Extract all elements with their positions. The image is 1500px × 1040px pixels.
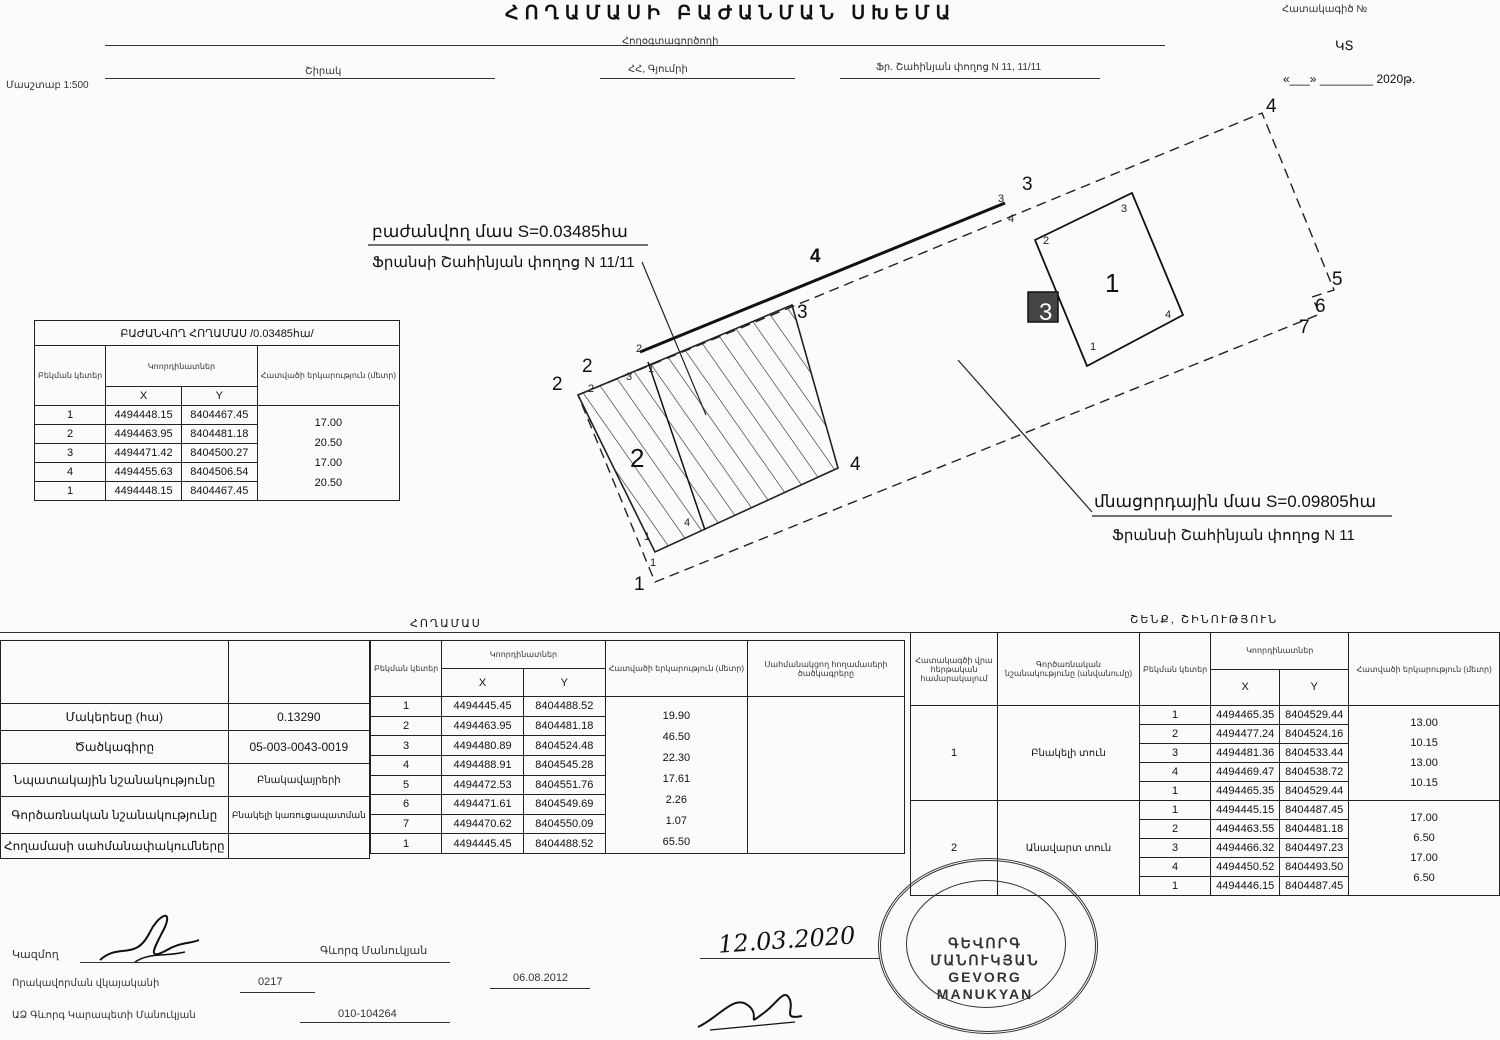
pt-label: 2	[582, 356, 593, 377]
table-cell: 4494445.15	[1211, 801, 1280, 820]
table-cell: 4	[1140, 763, 1211, 782]
length-value: 17.00	[1410, 852, 1438, 864]
table-cell: 4494471.61	[442, 795, 524, 815]
col-x: X	[106, 387, 182, 406]
info-label: Մակերեսը (հա)	[1, 704, 229, 731]
table-cell: 8404467.45	[181, 406, 257, 425]
remaining-address-label: Ֆրանսի Շահինյան փողոց N 11	[1112, 527, 1355, 544]
building-purpose: Բնակելի տուն	[998, 706, 1140, 801]
pt-small: 1	[1090, 341, 1097, 353]
table-cell: 4	[1140, 858, 1211, 877]
col-x: X	[1211, 669, 1280, 706]
license-label: Որակավորման վկայականի	[12, 978, 160, 989]
neighbors-cell	[748, 697, 905, 854]
table-cell: 1	[1140, 706, 1211, 725]
table-cell: 4494448.15	[106, 406, 182, 425]
length-value: 13.00	[1410, 757, 1438, 769]
handwritten-date-line	[700, 958, 880, 959]
table-cell: 4494463.95	[106, 425, 182, 444]
length-value: 20.50	[314, 437, 343, 449]
land-user-label: Հողօգտագործողի	[622, 36, 719, 47]
building-purpose: Անավարտ տուն	[998, 801, 1140, 896]
table-cell: 3	[1140, 744, 1211, 763]
table-cell: 4494471.42	[106, 444, 182, 463]
table-cell: 8404549.69	[523, 795, 605, 815]
community-name: ՀՀ, Գյումրի	[628, 64, 688, 75]
remaining-area-label: մնացորդային մաս S=0.09805հա	[1094, 492, 1377, 511]
length-value: 17.00	[314, 417, 343, 429]
pt-small: 2	[636, 343, 643, 355]
col-point: Բեկման կետեր	[1140, 633, 1211, 706]
col-y: Y	[1280, 669, 1349, 706]
col-length: Հատվածի երկարություն (մետր)	[1349, 633, 1500, 706]
divided-address-label: Ֆրանսի Շահինյան փողոց N 11/11	[372, 254, 635, 271]
length-value: 46.50	[662, 731, 691, 743]
table-cell: 8404500.27	[181, 444, 257, 463]
table-cell: 8404493.50	[1280, 858, 1349, 877]
table-cell: 4494470.62	[442, 814, 524, 834]
col-coords: Կոորդինատներ	[1211, 633, 1349, 670]
table-cell: 8404529.44	[1280, 706, 1349, 725]
length-cell	[257, 406, 399, 501]
table-cell: 4	[371, 755, 442, 775]
length-cell	[1349, 801, 1500, 896]
length-value: 17.00	[314, 457, 343, 469]
pt-label: 3	[1022, 174, 1033, 195]
boundary-line-4	[640, 203, 1005, 352]
info-blank	[228, 641, 369, 704]
pt-label: 1	[1105, 268, 1120, 298]
col-building-num: Հատակագծի վրա հերթական համարակալում	[911, 633, 998, 706]
table-cell: 7	[371, 814, 442, 834]
table-cell: 2	[1140, 820, 1211, 839]
table-cell: 4494463.55	[1211, 820, 1280, 839]
building-table	[910, 632, 1500, 896]
phone-line	[300, 1022, 450, 1023]
length-cell	[605, 697, 747, 854]
divided-part	[578, 305, 838, 552]
table-cell: 8404538.72	[1280, 763, 1349, 782]
pt-small: 4	[1165, 309, 1172, 321]
signature-2	[690, 972, 810, 1036]
table-cell: 6	[371, 795, 442, 815]
pt-label: 4	[810, 246, 821, 267]
pt-small: 1	[648, 363, 655, 375]
table-cell: 4494466.32	[1211, 839, 1280, 858]
table-cell: 1	[371, 697, 442, 717]
pt-small: 1	[650, 557, 657, 569]
table-cell: 4494472.53	[442, 775, 524, 795]
table-cell: 8404550.09	[523, 814, 605, 834]
region-name: Շիրակ	[305, 66, 342, 77]
pt-small: 3	[1121, 203, 1128, 215]
info-value	[228, 834, 369, 859]
table-cell: 1	[1140, 801, 1211, 820]
length-value: 22.30	[662, 752, 691, 764]
table-cell: 8404467.45	[181, 482, 257, 501]
table-cell: 8404487.45	[1280, 801, 1349, 820]
table-cell: 8404533.44	[1280, 744, 1349, 763]
table-cell: 4494445.45	[442, 834, 524, 854]
length-value: 6.50	[1413, 832, 1435, 844]
company-name: ԱՁ Գևորգ Կարապետի Մանուկյան	[12, 1010, 196, 1021]
length-value: 10.15	[1410, 777, 1438, 789]
table-cell: 8404481.18	[181, 425, 257, 444]
table-cell: 4494477.24	[1211, 725, 1280, 744]
table-cell: 1	[35, 406, 106, 425]
pt-label: 5	[1332, 269, 1343, 290]
date-line	[490, 988, 590, 989]
signature-1	[95, 902, 205, 970]
table-cell: 4494488.91	[442, 755, 524, 775]
table-cell: 8404529.44	[1280, 782, 1349, 801]
license-number: 0217	[258, 976, 283, 988]
pt-small: 2	[588, 383, 595, 395]
table-cell: 2	[35, 425, 106, 444]
col-length: Հատվածի երկարություն (մետր)	[605, 641, 747, 697]
pt-small: 4	[684, 517, 691, 529]
col-coords: Կոորդինատներ	[106, 346, 257, 387]
table-cell: 4494480.89	[442, 736, 524, 756]
length-value: 65.50	[662, 836, 691, 848]
table-cell: 4494465.35	[1211, 782, 1280, 801]
pt-small: 1	[644, 531, 651, 543]
building-section-title: ՇԵՆՔ, ՇԻՆՈՒԹՅՈՒՆ	[1130, 614, 1279, 626]
info-value: Բնակելի կառուցապատման	[228, 797, 369, 834]
table-cell: 8404481.18	[523, 716, 605, 736]
pt-label: 1	[634, 574, 645, 595]
table-cell: 4	[35, 463, 106, 482]
handwritten-date: 12.03.2020	[717, 921, 857, 959]
info-value: 05-003-0043-0019	[228, 731, 369, 764]
pt-small: 3	[998, 193, 1005, 205]
land-coords-table	[370, 640, 905, 854]
table-cell: 4494469.47	[1211, 763, 1280, 782]
stamp-text: ԳԵՎՈՐԳ ՄԱՆՈՒԿՅԱՆ GEVORG MANUKYAN	[930, 935, 1040, 1002]
table-cell: 1	[35, 482, 106, 501]
table-cell: 4494465.35	[1211, 706, 1280, 725]
table-cell: 8404481.18	[1280, 820, 1349, 839]
length-value: 6.50	[1413, 872, 1435, 884]
length-value: 13.00	[1410, 717, 1438, 729]
pt-label: 4	[850, 454, 861, 475]
length-value: 19.90	[662, 710, 691, 722]
length-cell	[1349, 706, 1500, 801]
info-label: Ծածկագիրը	[1, 731, 229, 764]
pt-label: 2	[552, 374, 563, 395]
col-neighbors: Սահմանակցող հողամասերի ծածկագրերը	[748, 641, 905, 697]
length-value: 17.00	[1410, 812, 1438, 824]
date-field: «___» ________ 2020թ.	[1283, 72, 1416, 86]
table-cell: 1	[371, 834, 442, 854]
table-cell: 4494445.45	[442, 697, 524, 717]
table-cell: 3	[371, 736, 442, 756]
info-label: Հողամասի սահմանափակումները	[1, 834, 229, 859]
length-value: 17.61	[662, 773, 691, 785]
table-cell: 4494463.95	[442, 716, 524, 736]
pt-small: 3	[626, 371, 633, 383]
col-y: Y	[523, 669, 605, 697]
prepared-by-name: Գևորգ Մանուկյան	[320, 945, 428, 957]
col-point: Բեկման կետեր	[371, 641, 442, 697]
pt-label: 6	[1315, 296, 1326, 317]
land-section-title: ՀՈՂԱՄԱՍ	[410, 618, 482, 630]
table-cell: 1	[1140, 877, 1211, 896]
table-cell: 1	[1140, 782, 1211, 801]
table-cell: 3	[1140, 839, 1211, 858]
divided-table-title: ԲԱԺԱՆՎՈՂ ՀՈՂԱՄԱՍ /0.03485հա/	[35, 321, 400, 346]
table-cell: 8404488.52	[523, 834, 605, 854]
table-cell: 8404551.76	[523, 775, 605, 795]
table-cell: 5	[371, 775, 442, 795]
col-coords: Կոորդինատներ	[442, 641, 605, 669]
divided-area-label: բաժանվող մաս S=0.03485հա	[372, 222, 628, 241]
license-date: 06.08.2012	[513, 972, 569, 984]
length-value: 20.50	[314, 477, 343, 489]
building-number: 1	[911, 706, 998, 801]
length-value: 2.26	[665, 794, 688, 806]
table-cell: 8404524.48	[523, 736, 605, 756]
table-cell: 3	[35, 444, 106, 463]
info-label: Նպատակային նշանակությունը	[1, 764, 229, 797]
table-cell: 8404545.28	[523, 755, 605, 775]
street-address: Ֆր. Շահինյան փողոց N 11, 11/11	[876, 62, 1042, 73]
plan-number-label: Հատակագիծ №	[1282, 4, 1368, 15]
info-label: Գործառնական նշանակությունը	[1, 797, 229, 834]
col-length: Հատվածի երկարություն (մետր)	[257, 346, 399, 406]
prepared-by-label: Կազմող	[12, 949, 59, 961]
pt-small: 2	[1043, 235, 1050, 247]
table-cell: 4494448.15	[106, 482, 182, 501]
pt-label: 4	[1266, 96, 1277, 117]
info-blank	[1, 641, 229, 704]
pt-label: 3	[1039, 299, 1053, 326]
table-cell: 8404497.23	[1280, 839, 1349, 858]
pt-label: 2	[630, 443, 645, 473]
col-x: X	[442, 669, 524, 697]
divided-parcel-table	[34, 320, 400, 501]
building-number: 2	[911, 801, 998, 896]
table-cell: 4494455.63	[106, 463, 182, 482]
pt-small: 4	[1008, 213, 1015, 225]
pt-label: 7	[1299, 317, 1310, 338]
license-line	[240, 992, 315, 993]
info-value: Բնակավայրերի	[228, 764, 369, 797]
plan-code: ԿՏ	[1335, 38, 1354, 53]
length-value: 1.07	[665, 815, 688, 827]
table-cell: 8404506.54	[181, 463, 257, 482]
pt-label: 3	[797, 302, 808, 323]
table-cell: 2	[1140, 725, 1211, 744]
table-cell: 2	[371, 716, 442, 736]
table-cell: 4494446.15	[1211, 877, 1280, 896]
land-info-table	[0, 640, 370, 859]
length-value: 10.15	[1410, 737, 1438, 749]
scale-label: Մասշտաբ 1:500	[6, 80, 89, 91]
table-cell: 4494450.52	[1211, 858, 1280, 877]
table-cell: 4494481.36	[1211, 744, 1280, 763]
table-cell: 8404487.45	[1280, 877, 1349, 896]
leader-remaining	[958, 360, 1092, 512]
table-cell: 8404524.16	[1280, 725, 1349, 744]
company-phone: 010-104264	[338, 1008, 397, 1020]
document-title: ՀՈՂԱՄԱՍԻ ԲԱԺԱՆՄԱՆ ՍԽԵՄԱ	[505, 3, 957, 24]
col-purpose: Գործառնական նշանակությունը (անվանումը)	[998, 633, 1140, 706]
col-point: Բեկման կետեր	[35, 346, 106, 406]
col-y: Y	[181, 387, 257, 406]
table-cell: 8404488.52	[523, 697, 605, 717]
info-value: 0.13290	[228, 704, 369, 731]
